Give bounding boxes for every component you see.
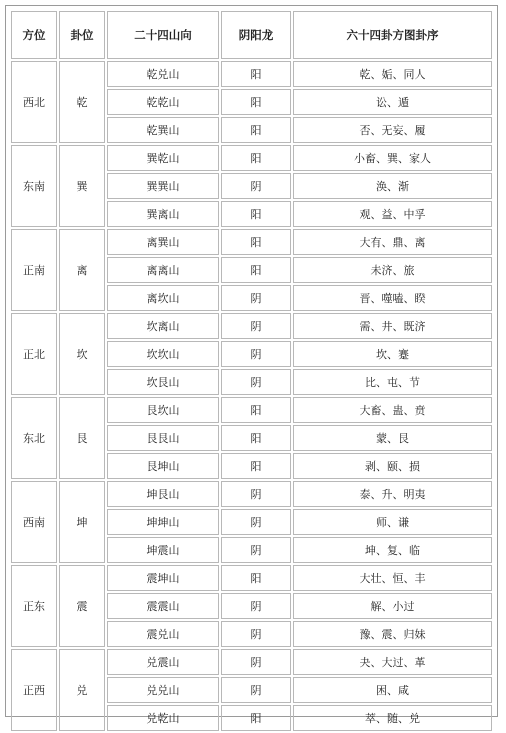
mountain-cell: 兑乾山 — [107, 705, 219, 731]
sequence-cell: 乾、姤、同人 — [293, 61, 492, 87]
sequence-cell: 蒙、艮 — [293, 425, 492, 451]
mountain-cell: 震坤山 — [107, 565, 219, 591]
mountain-cell: 艮坤山 — [107, 453, 219, 479]
yinyang-cell: 阴 — [221, 369, 291, 395]
yinyang-cell: 阳 — [221, 425, 291, 451]
sequence-cell: 剥、颐、损 — [293, 453, 492, 479]
yinyang-cell: 阳 — [221, 117, 291, 143]
yinyang-cell: 阴 — [221, 341, 291, 367]
yinyang-cell: 阳 — [221, 229, 291, 255]
sequence-cell: 夬、大过、革 — [293, 649, 492, 675]
mountain-cell: 震震山 — [107, 593, 219, 619]
table-body — [11, 61, 492, 731]
trigram-cell: 巽 — [59, 145, 105, 227]
yinyang-cell: 阴 — [221, 537, 291, 563]
direction-cell: 正西 — [11, 649, 57, 731]
table-row — [11, 565, 492, 591]
yinyang-cell: 阳 — [221, 89, 291, 115]
sequence-cell: 解、小过 — [293, 593, 492, 619]
trigram-cell: 乾 — [59, 61, 105, 143]
sequence-cell: 萃、随、兑 — [293, 705, 492, 731]
table-row — [11, 481, 492, 507]
mountain-cell: 兑震山 — [107, 649, 219, 675]
sequence-cell: 豫、震、归妹 — [293, 621, 492, 647]
mountain-cell: 乾兑山 — [107, 61, 219, 87]
yinyang-cell: 阴 — [221, 621, 291, 647]
sequence-cell: 涣、渐 — [293, 173, 492, 199]
sequence-cell: 坤、复、临 — [293, 537, 492, 563]
trigram-table — [9, 9, 494, 733]
mountain-cell: 离坎山 — [107, 285, 219, 311]
mountain-cell: 震兑山 — [107, 621, 219, 647]
direction-cell: 东北 — [11, 397, 57, 479]
mountain-cell: 坎坎山 — [107, 341, 219, 367]
header-trigram: 卦位 — [59, 11, 105, 59]
yinyang-cell: 阳 — [221, 565, 291, 591]
sequence-cell: 未济、旅 — [293, 257, 492, 283]
yinyang-cell: 阴 — [221, 593, 291, 619]
header-direction: 方位 — [11, 11, 57, 59]
sequence-cell: 大壮、恒、丰 — [293, 565, 492, 591]
direction-cell: 正东 — [11, 565, 57, 647]
mountain-cell: 兑兑山 — [107, 677, 219, 703]
trigram-cell: 坤 — [59, 481, 105, 563]
header-row — [11, 11, 492, 59]
mountain-cell: 巽巽山 — [107, 173, 219, 199]
yinyang-cell: 阴 — [221, 285, 291, 311]
yinyang-cell: 阴 — [221, 509, 291, 535]
header-mountain: 二十四山向 — [107, 11, 219, 59]
direction-cell: 东南 — [11, 145, 57, 227]
sequence-cell: 否、无妄、履 — [293, 117, 492, 143]
table-row — [11, 313, 492, 339]
trigram-cell: 震 — [59, 565, 105, 647]
trigram-cell: 艮 — [59, 397, 105, 479]
sequence-cell: 晋、噬嗑、睽 — [293, 285, 492, 311]
yinyang-cell: 阴 — [221, 313, 291, 339]
header-yinyang: 阴阳龙 — [221, 11, 291, 59]
sequence-cell: 观、益、中孚 — [293, 201, 492, 227]
trigram-cell: 坎 — [59, 313, 105, 395]
sequence-cell: 师、谦 — [293, 509, 492, 535]
mountain-cell: 艮艮山 — [107, 425, 219, 451]
mountain-cell: 乾巽山 — [107, 117, 219, 143]
yinyang-cell: 阳 — [221, 397, 291, 423]
yinyang-cell: 阳 — [221, 257, 291, 283]
mountain-cell: 坎艮山 — [107, 369, 219, 395]
yinyang-cell: 阳 — [221, 61, 291, 87]
table-row — [11, 229, 492, 255]
trigram-cell: 离 — [59, 229, 105, 311]
mountain-cell: 艮坎山 — [107, 397, 219, 423]
table-row — [11, 145, 492, 171]
mountain-cell: 坎离山 — [107, 313, 219, 339]
sequence-cell: 需、井、既济 — [293, 313, 492, 339]
yinyang-cell: 阴 — [221, 481, 291, 507]
yinyang-cell: 阳 — [221, 453, 291, 479]
mountain-cell: 巽乾山 — [107, 145, 219, 171]
yinyang-cell: 阳 — [221, 145, 291, 171]
mountain-cell: 乾乾山 — [107, 89, 219, 115]
direction-cell: 正北 — [11, 313, 57, 395]
mountain-cell: 离巽山 — [107, 229, 219, 255]
mountain-cell: 坤震山 — [107, 537, 219, 563]
table-header — [11, 11, 492, 59]
mountain-cell: 离离山 — [107, 257, 219, 283]
mountain-cell: 坤坤山 — [107, 509, 219, 535]
table-row — [11, 397, 492, 423]
yinyang-cell: 阳 — [221, 201, 291, 227]
yinyang-cell: 阳 — [221, 705, 291, 731]
sequence-cell: 讼、遁 — [293, 89, 492, 115]
sequence-cell: 小畜、巽、家人 — [293, 145, 492, 171]
mountain-cell: 巽离山 — [107, 201, 219, 227]
trigram-cell: 兑 — [59, 649, 105, 731]
table-row — [11, 649, 492, 675]
sequence-cell: 泰、升、明夷 — [293, 481, 492, 507]
yinyang-cell: 阴 — [221, 173, 291, 199]
direction-cell: 西北 — [11, 61, 57, 143]
yinyang-cell: 阴 — [221, 677, 291, 703]
yinyang-cell: 阴 — [221, 649, 291, 675]
sequence-cell: 大畜、蛊、贲 — [293, 397, 492, 423]
table-frame — [5, 5, 498, 725]
sequence-cell: 比、屯、节 — [293, 369, 492, 395]
direction-cell: 正南 — [11, 229, 57, 311]
header-sequence: 六十四卦方图卦序 — [293, 11, 492, 59]
sequence-cell: 坎、蹇 — [293, 341, 492, 367]
direction-cell: 西南 — [11, 481, 57, 563]
sequence-cell: 困、咸 — [293, 677, 492, 703]
table-row — [11, 61, 492, 87]
mountain-cell: 坤艮山 — [107, 481, 219, 507]
sequence-cell: 大有、鼎、离 — [293, 229, 492, 255]
